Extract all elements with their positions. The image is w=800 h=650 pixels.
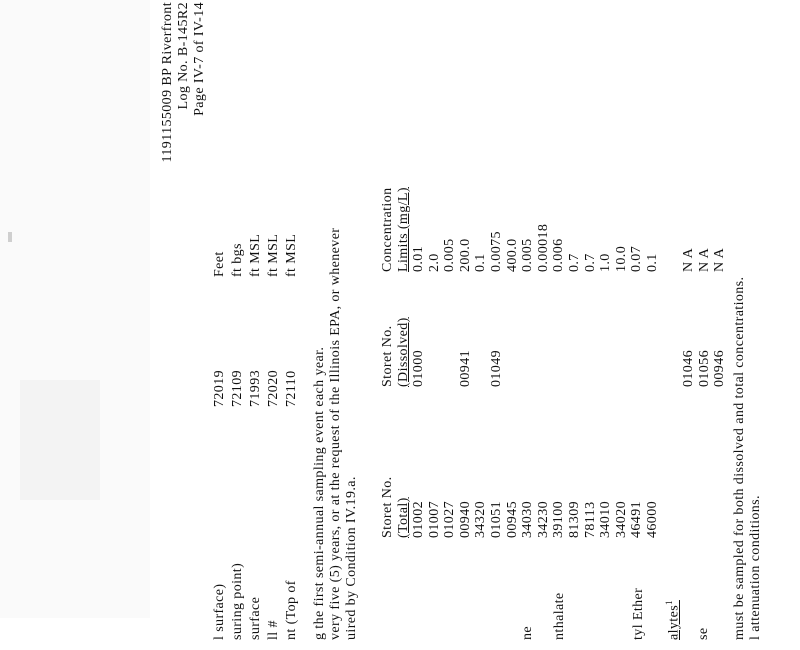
table-cell: 00945 xyxy=(504,501,520,538)
table-cell: 46000 xyxy=(644,501,660,538)
table-cell: 2.0 xyxy=(426,253,442,272)
table-cell: 01000 xyxy=(411,350,426,387)
measurement-label: ll # xyxy=(266,620,281,640)
table-cell: 01049 xyxy=(488,350,504,387)
analyte-name: tyl Ether xyxy=(631,587,646,640)
table-cell: 01056 xyxy=(696,350,712,387)
table-cell: 81309 xyxy=(566,501,582,538)
table-cell: N A xyxy=(712,247,728,272)
table-cell: 0.0075 xyxy=(488,231,504,272)
footnote-line-2: l attenuation conditions. xyxy=(748,495,763,640)
table-cell: 00940 xyxy=(457,501,473,538)
measurement-label: l surface) xyxy=(212,583,227,640)
table-cell: 0.005 xyxy=(520,238,536,272)
table-cell: 00946 xyxy=(712,350,728,387)
storet-total-column xyxy=(411,501,661,538)
table-cell: 34020 xyxy=(613,501,629,538)
table-cell: 34010 xyxy=(598,501,614,538)
measurement-label: nt (Top of xyxy=(284,580,299,640)
header-storet-total: Storet No. xyxy=(380,476,395,538)
table-cell xyxy=(442,350,458,387)
measurement-code: 72109 xyxy=(230,370,245,407)
scan-margin xyxy=(0,0,150,618)
measurement-code: 72110 xyxy=(284,370,299,407)
analyte-name: nthalate xyxy=(552,592,567,640)
table-cell: 01007 xyxy=(426,501,442,538)
paragraph-line-2: very five (5) years, or at the request of the Illinois EPA, or whenever xyxy=(328,227,343,640)
table-cell: 78113 xyxy=(582,501,598,538)
section2-dissolved-column xyxy=(681,350,728,387)
storet-dissolved-column xyxy=(411,350,505,387)
table-cell: N A xyxy=(696,247,712,272)
measurement-unit: Feet xyxy=(212,251,227,277)
paragraph-line-3: uired by Condition IV.19.a. xyxy=(344,476,359,640)
measurement-unit: ft bgs xyxy=(230,243,245,277)
section2-last-row: se xyxy=(696,627,711,640)
table-cell: 01051 xyxy=(488,501,504,538)
table-cell: 0.1 xyxy=(473,253,489,272)
measurement-code: 71993 xyxy=(248,370,263,407)
concentration-column xyxy=(411,224,661,272)
table-cell xyxy=(473,350,489,387)
measurement-code: 72020 xyxy=(266,370,281,407)
table-cell: 01027 xyxy=(442,501,458,538)
table-cell: 01002 xyxy=(411,501,426,538)
scan-bleed xyxy=(20,380,100,500)
measurement-code: 72019 xyxy=(212,370,227,407)
rotated-page xyxy=(160,0,763,650)
table-cell: 34030 xyxy=(520,501,536,538)
analyte-name: ne xyxy=(520,625,535,640)
table-cell: 01046 xyxy=(681,350,696,387)
footnote-line-1: must be sampled for both dissolved and total concentrations. xyxy=(732,276,747,640)
table-cell: 34230 xyxy=(535,501,551,538)
table-cell: 0.7 xyxy=(582,253,598,272)
header-storet-total-sub: (Total) xyxy=(396,497,411,538)
header-concentration-sub: Limits (mg/L) xyxy=(396,187,411,272)
header-storet-dissolved-sub: (Dissolved) xyxy=(396,317,411,387)
header-line-2: Log No. B-145R2 xyxy=(176,2,191,110)
table-cell: 0.005 xyxy=(442,238,458,272)
measurement-label: surface xyxy=(248,596,263,640)
measurement-label: suring point) xyxy=(230,562,245,640)
table-cell: 34320 xyxy=(473,501,489,538)
header-storet-dissolved: Storet No. xyxy=(380,325,395,387)
section2-heading xyxy=(662,600,682,640)
table-cell: 200.0 xyxy=(457,238,473,272)
table-cell: 0.7 xyxy=(566,253,582,272)
table-cell: 400.0 xyxy=(504,238,520,272)
table-cell xyxy=(427,350,443,387)
header-concentration: Concentration xyxy=(380,187,395,272)
table-cell: 10.0 xyxy=(613,245,629,272)
table-cell: 39100 xyxy=(551,501,567,538)
table-cell: 1.0 xyxy=(598,253,614,272)
section2-limits-column xyxy=(681,248,728,272)
table-cell: N A xyxy=(681,247,696,272)
table-cell: 0.006 xyxy=(551,238,567,272)
paragraph-line-1: g the first semi-annual sampling event each year. xyxy=(312,346,327,640)
table-cell: 46491 xyxy=(629,501,645,538)
table-cell: 0.01 xyxy=(411,245,426,272)
section2-heading-text: alytes xyxy=(666,604,682,640)
measurement-unit: ft MSL xyxy=(266,233,281,277)
table-cell: 00941 xyxy=(457,350,473,387)
footnote-mark: 1 xyxy=(664,600,674,605)
table-cell: 0.07 xyxy=(629,245,645,272)
measurement-unit: ft MSL xyxy=(284,233,299,277)
table-cell: 0.1 xyxy=(644,253,660,272)
header-line-3: Page IV-7 of IV-14 xyxy=(192,2,207,116)
table-cell: 0.00018 xyxy=(535,223,551,272)
measurement-unit: ft MSL xyxy=(248,233,263,277)
scan-speck xyxy=(8,232,12,242)
header-line-1: 1191155009 BP Riverfront xyxy=(160,2,175,163)
